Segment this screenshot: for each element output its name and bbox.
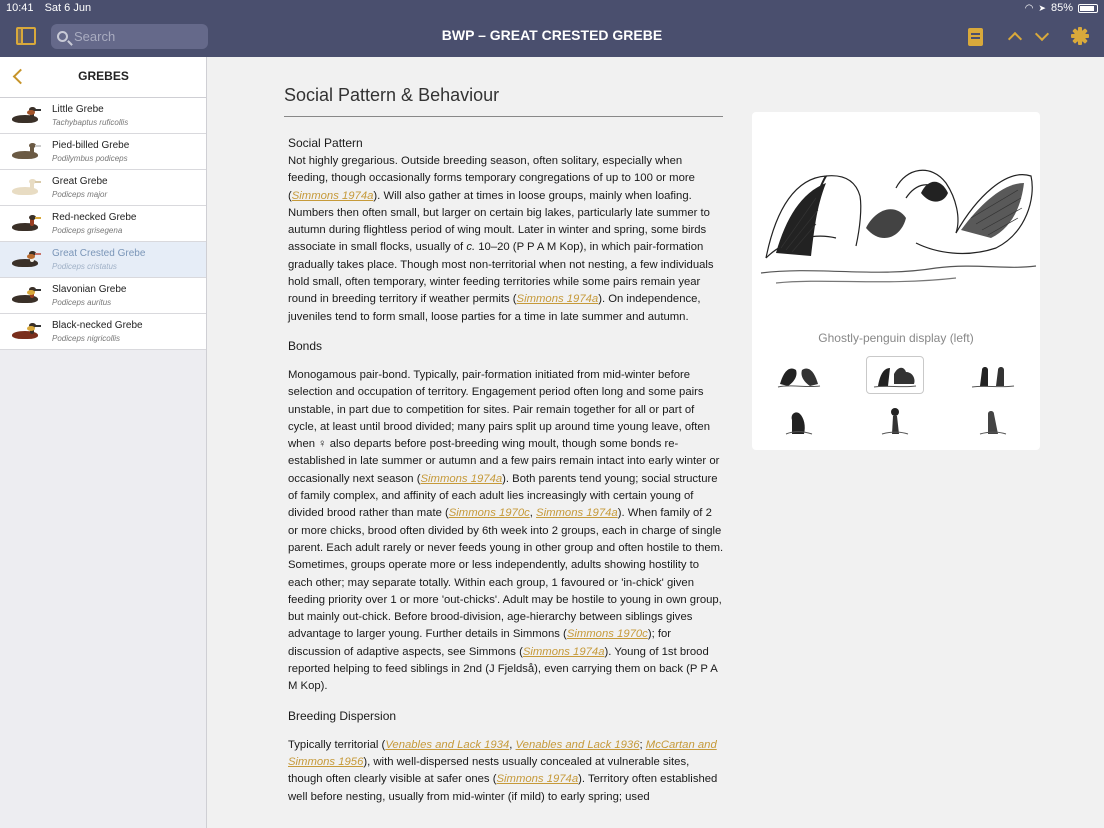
title-divider [284,116,723,117]
illustration-panel [752,112,1040,450]
gear-icon[interactable] [1072,28,1088,44]
sidebar-item-red-necked-grebe[interactable] [0,206,206,242]
sidebar-item-label: Great Crested Grebe [52,248,146,259]
citation-link[interactable]: Simmons 1974a [291,189,374,202]
wifi-icon: ◠ [1024,2,1034,14]
bird-thumbnail-icon [8,287,44,305]
sidebar [0,57,207,828]
bird-thumbnail-icon [8,323,44,341]
status-time: 10:41 [6,2,34,14]
sidebar-item-label: Little Grebe [52,104,104,115]
location-icon: ➤ [1038,2,1046,13]
sidebar-item-latin: Podiceps grisegena [52,226,123,235]
sidebar-item-label: Black-necked Grebe [52,320,143,331]
sidebar-item-latin: Podiceps nigricollis [52,334,121,343]
citation-link[interactable]: McCartan and Simmons 1956 [288,738,717,768]
sidebar-item-label: Great Grebe [52,176,108,187]
battery-icon [1078,4,1098,13]
sidebar-item-latin: Podilymbus podiceps [52,154,128,163]
sidebar-item-label: Red-necked Grebe [52,212,137,223]
status-date: Sat 6 Jun [44,2,92,14]
citation-link[interactable]: Venables and Lack 1936 [515,738,640,751]
illustration-thumbnail-1[interactable] [770,356,828,394]
sidebar-item-pied-billed-grebe[interactable] [0,134,206,170]
sidebar-item-slavonian-grebe[interactable] [0,278,206,314]
status-bar [0,0,1104,16]
section-title: Social Pattern & Behaviour [284,85,500,105]
paragraph-social-pattern: Not highly gregarious. Outside breeding season, often solitary, especially when feeding, though occasionally forms temporary congregations of up to 100 or more (Simmons 1974a). Will also gather at times in loose groups, mainly when loafing. Numbers then often small, but larger on certain big lakes, particularly late summer to autumn during flightless period of wing moult. Later in winter and spring, some birds associate in small flocks, usually of c. 10–20 (P P A M Kop), in which pair-formation gradually takes place. Though most non-territorial when not nesting, a few individuals hold small, often temporary, winter feeding territories while some pairs remain year round in breeding territory if weather permits (Simmons 1974a). On independence, juveniles tend to form small, loose parties for a time in late summer and autumn. [288,155,714,323]
book-icon[interactable] [968,28,983,46]
sidebar-item-little-grebe[interactable] [0,98,206,134]
citation-link[interactable]: Simmons 1974a [420,472,503,485]
citation-link[interactable]: Simmons 1974a [536,507,618,520]
citation-link[interactable]: Simmons 1974a [516,293,599,306]
illustration-caption: Ghostly-penguin display (left) [818,331,974,345]
citation-link[interactable]: Simmons 1974a [496,773,579,786]
sidebar-item-latin: Podiceps cristatus [52,262,117,271]
navigation-bar [0,16,1104,57]
citation-link[interactable]: Simmons 1974a [522,645,605,658]
heading-bonds: Bonds [288,338,323,353]
citation-link[interactable]: Simmons 1970c [448,507,530,520]
heading-social-pattern: Social Pattern [288,136,363,150]
bird-thumbnail-icon [8,251,44,269]
article-body [288,135,724,818]
illustration-thumbnail-5[interactable] [866,402,924,440]
paragraph-breeding-dispersion: Typically territorial (Venables and Lack 1934, Venables and Lack 1936; McCartan and Simmons 1956), with well-dispersed nests usually concealed at vulnerable sites, though often clearly visible at safer ones (Simmons 1974a). Territory often established well before nesting, usually from mid-winter (if mild) to early spring; used [288,738,718,803]
sidebar-item-label: Slavonian Grebe [52,284,127,295]
bird-thumbnail-icon [8,215,44,233]
grebe-display-illustration[interactable] [756,138,1038,288]
bird-thumbnail-icon [8,179,44,197]
illustration-thumbnail-2[interactable] [866,356,924,394]
battery-percent: 85% [1050,2,1073,14]
citation-link[interactable]: Simmons 1970c [566,628,648,641]
sidebar-item-latin: Podiceps auritus [52,298,112,307]
bird-thumbnail-icon [8,143,44,161]
sidebar-item-latin: Tachybaptus ruficollis [52,118,129,127]
content-area [208,57,1104,828]
heading-breeding-dispersion: Breeding Dispersion [288,708,397,723]
sidebar-item-label: Pied-billed Grebe [52,140,130,151]
sidebar-item-black-necked-grebe[interactable] [0,314,206,350]
sidebar-item-latin: Podiceps major [52,190,108,199]
bird-thumbnail-icon [8,107,44,125]
paragraph-bonds: Monogamous pair-bond. Typically, pair-formation initiated from mid-winter before selection and occupation of territory. Engagement period often long and some pairs unstable, in part due to competition for sites. Pair remain together for all or part of cycle, at least until brood divided; many pairs split up around time young leave, often when ♀ also departs before post-breeding wing moult, though some bonds re-established in late summer or autumn and a few pairs remain intact into early winter or occasionally next season (Simmons 1974a). Both parents tend young; social structure of family complex, and affinity of each adult lies increasingly with certain young of divided brood rather than mate (Simmons 1970c, Simmons 1974a). When family of 2 or more chicks, brood often divided by 6th week into 2 groups, each in charge of single parent. Each adult rarely or never feeds young in other group and often hostile to them. Sometimes, groups operate more or less independently, adults showing hostility to each other; may separate totally. Within each group, 1 favoured or 'in-chick' given feeding priority over 1 or more 'out-chicks'. Adult may be hostile to young in own group, but mainly out-chick. Before brood-division, age-hierarchy between siblings gives advantage to larger young. Further details in Simmons (Simmons 1970c); for discussion of adaptive aspects, see Simmons (Simmons 1974a). Young of 1st brood reported helping to feed siblings in 2nd (J Fjeldså), even carrying them on back (P P A M Kop). [288,368,724,693]
sidebar-header [0,57,206,98]
illustration-thumbnail-6[interactable] [964,402,1022,440]
sidebar-item-great-crested-grebe[interactable] [0,242,206,278]
illustration-thumbnail-4[interactable] [770,402,828,440]
sidebar-title: GREBES [78,69,129,83]
page-title-bar: BWP – GREAT CRESTED GREBE [441,27,663,43]
sidebar-item-great-grebe[interactable] [0,170,206,206]
illustration-thumbnail-3[interactable] [964,356,1022,394]
citation-link[interactable]: Venables and Lack 1934 [385,738,510,751]
